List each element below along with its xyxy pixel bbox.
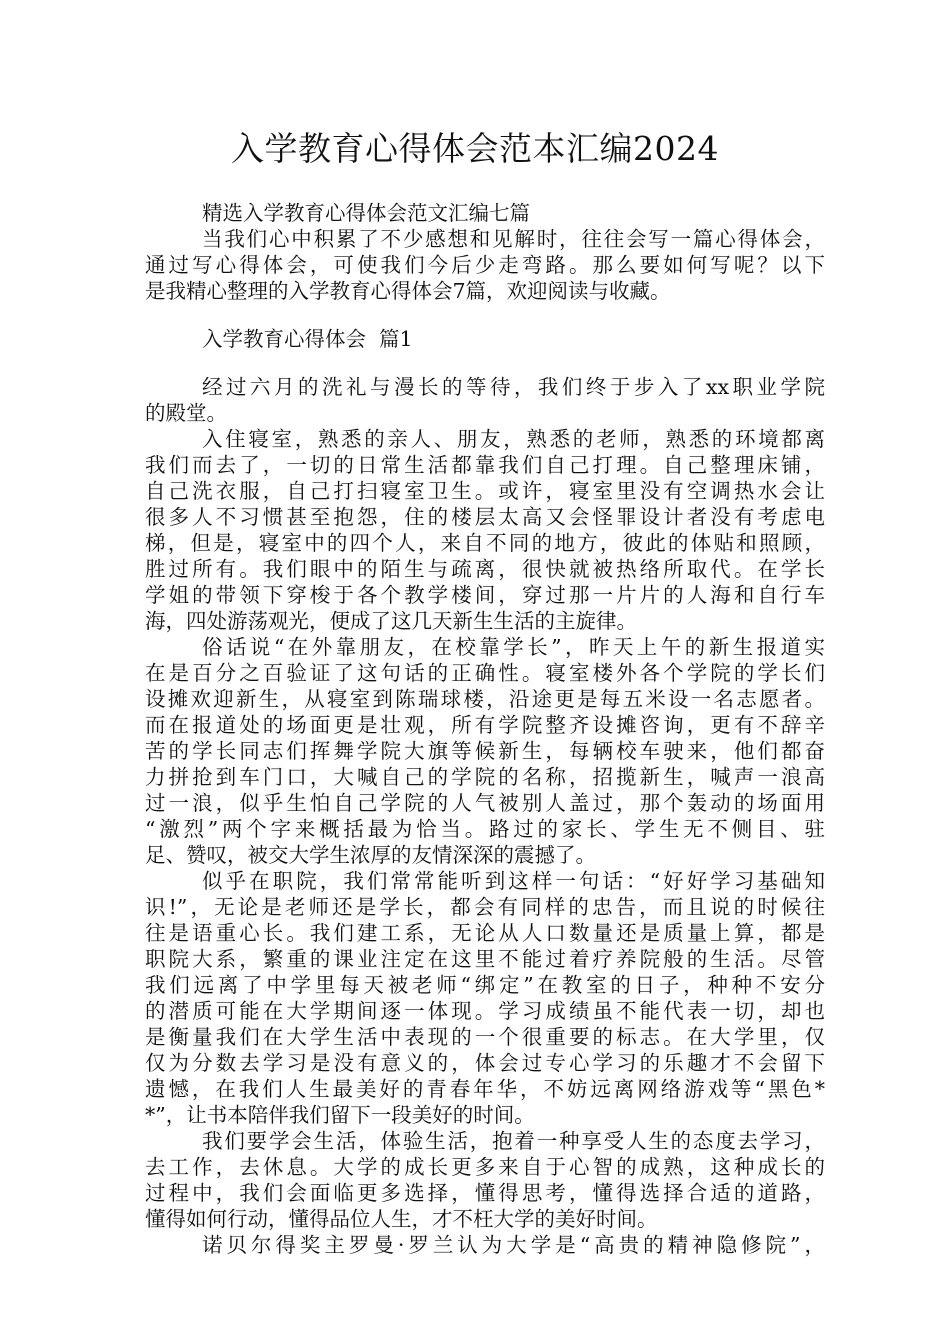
paragraph-line: 梯，但是，寝室中的四个人，来自不同的地方，彼此的体贴和照顾，: [145, 531, 825, 555]
paragraph-line: 我们要学会生活，体验生活，抱着一种享受人生的态度去学习，: [202, 1129, 825, 1153]
intro-line: 通过写心得体会，可使我们今后少走弯路。那么要如何写呢？以下: [145, 253, 825, 277]
paragraph-line: 足、赞叹，被交大学生浓厚的友情深深的震撼了。: [145, 843, 596, 867]
paragraph-line: 在是百分之百验证了这句话的正确性。寝室楼外各个学院的学长们: [145, 661, 825, 685]
paragraph-line: 的殿堂。: [145, 401, 227, 425]
paragraph-line: 我们远离了中学里每天被老师“绑定”在教室的日子，种种不安分: [145, 973, 825, 997]
paragraph-line: 过程中，我们会面临更多选择，懂得思考，懂得选择合适的道路，: [145, 1181, 825, 1205]
paragraph-line: 是衡量我们在大学生活中表现的一个很重要的标志。在大学里，仅: [145, 1025, 825, 1049]
paragraph-line: 过一浪，似乎生怕自己学院的人气被别人盖过，那个轰动的场面用: [145, 791, 825, 815]
paragraph-line: 苦的学长同志们挥舞学院大旗等候新生，每辆校车驶来，他们都奋: [145, 739, 825, 763]
paragraph-line: 似乎在职院，我们常常能听到这样一句话：“好好学习基础知: [202, 869, 825, 893]
paragraph-line: 力拼抢到车门口，大喊自己的学院的名称，招揽新生，喊声一浪高: [145, 765, 825, 789]
paragraph-line: *”，让书本陪伴我们留下一段美好的时间。: [145, 1103, 535, 1127]
paragraph-line: 仅为分数去学习是没有意义的，体会过专心学习的乐趣才不会留下: [145, 1051, 825, 1075]
paragraph-line: 海，四处游荡观光，便成了这几天新生生活的主旋律。: [145, 609, 637, 633]
paragraph-line: 诺贝尔得奖主罗曼·罗兰认为大学是“高贵的精神隐修院”，: [202, 1233, 825, 1257]
paragraph-line: 很多人不习惯甚至抱怨，住的楼层太高又会怪罪设计者没有考虑电: [145, 505, 825, 529]
paragraph-line: 胜过所有。我们眼中的陌生与疏离，很快就被热络所取代。在学长: [145, 557, 825, 581]
paragraph-line: 识!”，无论是老师还是学长，都会有同样的忠告，而且说的时候往: [145, 895, 825, 919]
paragraph-line: 而在报道处的场面更是壮观，所有学院整齐设摊咨询，更有不辞辛: [145, 713, 825, 737]
paragraph-line: “激烈”两个字来概括最为恰当。路过的家长、学生无不侧目、驻: [145, 817, 825, 841]
paragraph-line: 去工作，去休息。大学的成长更多来自于心智的成熟，这种成长的: [145, 1155, 825, 1179]
paragraph-line: 职院大系，繁重的课业注定在这里不能过着疗养院般的生活。尽管: [145, 947, 825, 971]
paragraph-line: 经过六月的洗礼与漫长的等待，我们终于步入了xx职业学院: [202, 375, 825, 399]
paragraph-line: 设摊欢迎新生，从寝室到陈瑞球楼，沿途更是每五米设一名志愿者。: [145, 687, 825, 711]
intro-line: 当我们心中积累了不少感想和见解时，往往会写一篇心得体会，: [202, 227, 825, 251]
paragraph-line: 遗憾，在我们人生最美好的青春年华，不妨远离网络游戏等“黑色*: [145, 1077, 825, 1101]
paragraph-line: 自己洗衣服，自己打扫寝室卫生。或许，寝室里没有空调热水会让: [145, 479, 825, 503]
paragraph-line: 入住寝室，熟悉的亲人、朋友，熟悉的老师，熟悉的环境都离: [202, 427, 825, 451]
paragraph-line: 往是语重心长。我们建工系，无论从人口数量还是质量上算，都是: [145, 921, 825, 945]
document-title: 入学教育心得体会范本汇编2024: [231, 129, 719, 168]
paragraph-line: 的潜质可能在大学期间逐一体现。学习成绩虽不能代表一切，却也: [145, 999, 825, 1023]
paragraph-line: 俗话说“在外靠朋友，在校靠学长”，昨天上午的新生报道实: [202, 635, 825, 659]
paragraph-line: 学姐的带领下穿梭于各个教学楼间，穿过那一片片的人海和自行车: [145, 583, 825, 607]
paragraph-line: 我们而去了，一切的日常生活都靠我们自己打理。自己整理床铺，: [145, 453, 825, 477]
intro-line: 是我精心整理的入学教育心得体会7篇，欢迎阅读与收藏。: [145, 279, 671, 303]
intro-subtitle: 精选入学教育心得体会范文汇编七篇: [202, 201, 530, 225]
paragraph-line: 懂得如何行动，懂得品位人生，才不枉大学的美好时间。: [145, 1207, 658, 1231]
section-heading: 入学教育心得体会 篇1: [202, 327, 413, 351]
